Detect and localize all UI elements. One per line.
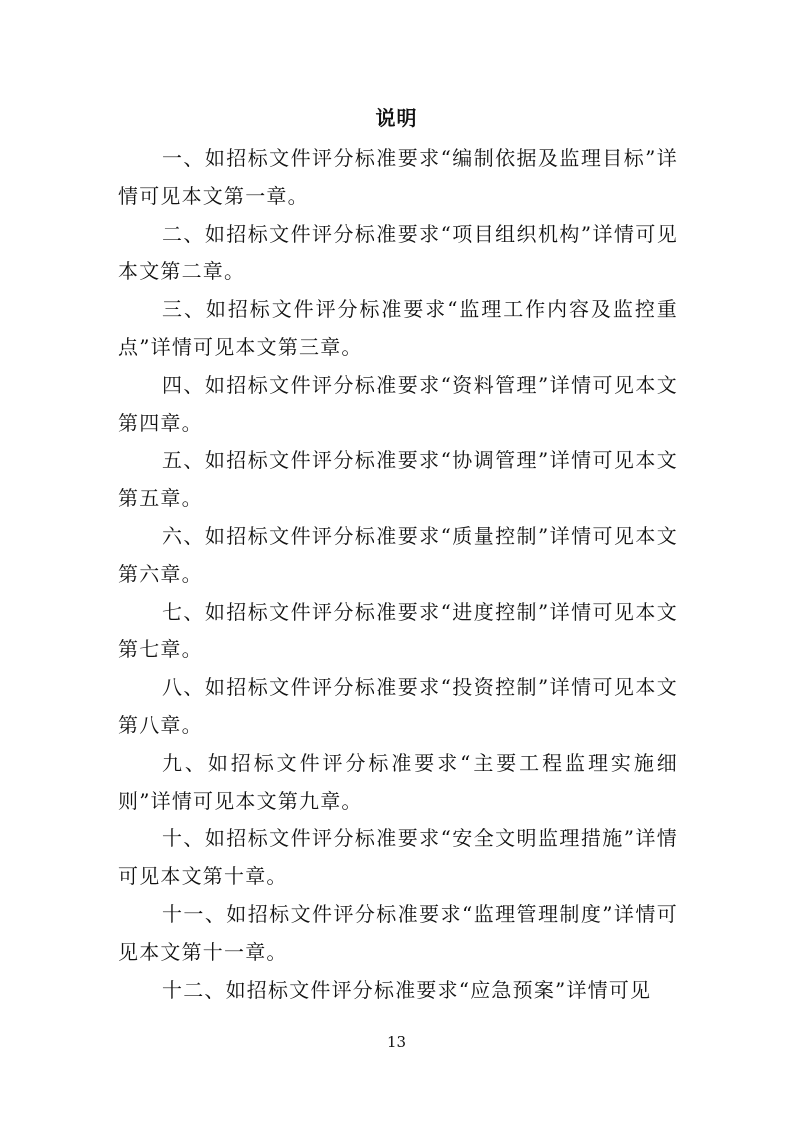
paragraph-5: 五、如招标文件评分标准要求“协调管理”详情可见本文第五章。 — [118, 448, 678, 511]
paragraph-8: 八、如招标文件评分标准要求“投资控制”详情可见本文第八章。 — [118, 675, 678, 737]
paragraph-2: 二、如招标文件评分标准要求“项目组织机构”详情可见本文第二章。 — [118, 221, 678, 284]
paragraph-1: 一、如招标文件评分标准要求“编制依据及监理目标”详情可见本文第一章。 — [118, 146, 678, 208]
paragraph-7: 七、如招标文件评分标准要求“进度控制”详情可见本文第七章。 — [118, 599, 678, 662]
paragraph-12: 十二、如招标文件评分标准要求“应急预案”详情可见 — [162, 977, 652, 1002]
paragraph-9: 九、如招标文件评分标准要求“主要工程监理实施细则”详情可见本文第九章。 — [118, 750, 678, 813]
paragraph-11: 十一、如招标文件评分标准要求“监理管理制度”详情可见本文第十一章。 — [118, 901, 678, 964]
page-title: 说明 — [375, 106, 418, 130]
paragraph-6: 六、如招标文件评分标准要求“质量控制”详情可见本文第六章。 — [118, 523, 678, 586]
paragraph-3: 三、如招标文件评分标准要求“监理工作内容及监控重点”详情可见本文第三章。 — [118, 297, 678, 359]
document-body — [118, 140, 678, 1009]
paragraph-4: 四、如招标文件评分标准要求“资料管理”详情可见本文第四章。 — [118, 372, 678, 435]
page-number: 13 — [386, 1033, 407, 1051]
paragraph-10: 十、如招标文件评分标准要求“安全文明监理措施”详情可见本文第十章。 — [118, 826, 678, 889]
